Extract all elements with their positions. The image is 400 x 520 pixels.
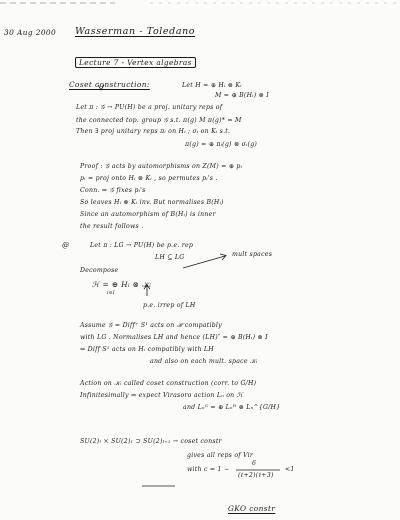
coset-line-4: the connected top. group 𝒢 s.t. π(g) M π(g)* = M	[76, 117, 242, 124]
lg-decompose: Decompose	[80, 267, 119, 274]
pe-irrep-note: p.e. irrep of LH	[143, 302, 196, 309]
gko-note: GKO constr	[228, 504, 276, 513]
lg-sum-index: i∈I	[107, 290, 116, 296]
lg-formula: ℋ = ⊕ Hᵢ ⊗ 𝒦ᵢ	[92, 280, 152, 289]
page-title: Wasserman - Toledano	[75, 26, 196, 37]
coset-line-5: Then ∃ proj unitary reps πᵢ on Hᵢ ; σᵢ on Kᵢ s.t.	[76, 128, 231, 135]
lecture-label: Lecture 7 - Vertex algebras	[75, 57, 196, 68]
coset-line-3: Let π : 𝒢 → PU(H) be a proj. unitary reps of	[76, 104, 223, 111]
action-line-2: Infinitesimally ⇒ expect Virasoro action Lₙ on ℋ	[80, 392, 243, 399]
coset-line-2: M = ⊕ B(Hᵢ) ⊗ I	[215, 92, 269, 99]
lg-line-1: Let π : LG → PU(H) be p.e. rep	[90, 242, 194, 249]
proof-line-4: So leaves Hᵢ ⊗ Kᵢ inv. But normalises B(Hᵢ)	[80, 199, 224, 206]
lg-line-2: LH ⊆ LG	[155, 254, 185, 261]
action-line-3: and Lₙᴳ = ⊕ Lₙᴴ ⊗ Lₙ^{G/H}	[183, 404, 281, 411]
action-line-1: Action on 𝒦ᵢ called coset construction (corr. to G/H)	[80, 380, 257, 387]
coset-line-6: π(g) = ⊕ πᵢ(g) ⊗ σᵢ(g)	[185, 141, 258, 148]
diff-line-3: ⇒ Diff S¹ acts on Hᵢ compatibly with LH	[80, 346, 214, 353]
fraction-denominator: (ℓ+2)(ℓ+3)	[238, 472, 274, 479]
date: 30 Aug 2000	[4, 28, 57, 37]
diff-line-4: and also on each mult. space 𝒦ᵢ	[150, 358, 258, 365]
proof-line-5: Since an automorphism of B(Hᵢ) is inner	[80, 211, 216, 218]
su-line-1: SU(2)ₗ × SU(2)₁ ⊃ SU(2)ₗ₊₁ → coset constr	[80, 438, 222, 445]
proof-line-3: Conn. ⇒ 𝒢 fixes pᵢ's	[80, 187, 146, 194]
diff-line-2: with LG . Normalises LH and hence (LH)″ = ⊕ B(Hᵢ) ⊗ I	[80, 334, 268, 341]
su-line-3: with c = 1 −	[187, 466, 230, 473]
su-less-than-one: <1	[285, 466, 295, 473]
fraction-numerator: 6	[252, 460, 257, 467]
proof-line-2: pᵢ = proj onto Hᵢ ⊗ Kᵢ , so permutes pᵢ's .	[80, 175, 218, 182]
mult-spaces-note: mult spaces	[232, 251, 273, 258]
diff-line-1: Assume 𝒢 = Diff⁺ S¹ acts on ℋ compatibly	[80, 322, 222, 329]
proof-line-1: Proof : 𝒢 acts by automorphisms on Z(M) = ⊕ pᵢ	[80, 163, 243, 170]
coset-heading: Coset construction:	[69, 80, 150, 89]
coset-line-1: Let H = ⊕ Hᵢ ⊗ Kᵢ	[182, 82, 242, 89]
su-line-2: gives all reps of Vir	[187, 452, 254, 459]
circled-bullet: @	[62, 240, 70, 249]
proof-line-6: the result follows .	[80, 223, 144, 230]
